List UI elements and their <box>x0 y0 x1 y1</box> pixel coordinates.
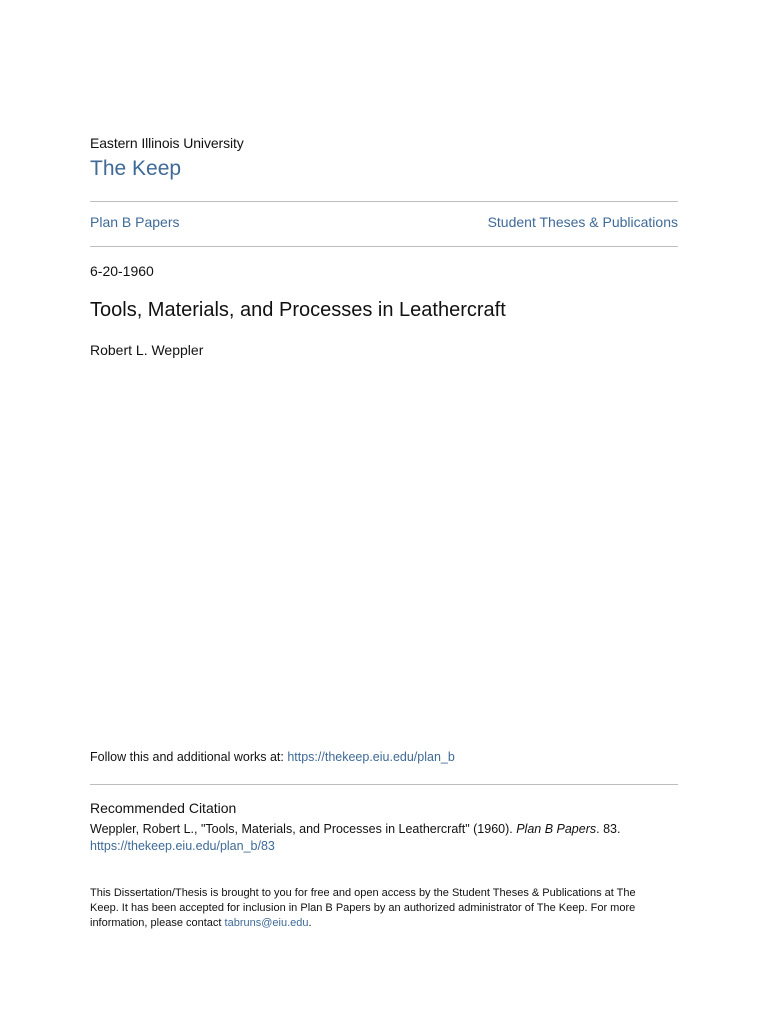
top-divider <box>90 201 678 202</box>
follow-url-link[interactable]: https://thekeep.eiu.edu/plan_b <box>287 750 455 764</box>
collections-divider <box>90 246 678 247</box>
citation-divider <box>90 784 678 785</box>
citation-text: Weppler, Robert L., "Tools, Materials, and Processes in Leathercraft" (1960). <box>90 822 517 836</box>
parent-collection-link[interactable]: Student Theses & Publications <box>487 214 678 230</box>
author-name: Robert L. Weppler <box>90 342 204 358</box>
follow-line <box>90 750 455 764</box>
repository-link[interactable]: The Keep <box>90 157 182 180</box>
follow-text: Follow this and additional works at: <box>90 750 288 764</box>
contact-email-link[interactable]: tabruns@eiu.edu <box>224 917 309 929</box>
access-notice <box>90 886 660 931</box>
notice-text: This Dissertation/Thesis is brought to you for free and open access by the Student Theses & Publications at The Keep. It has been accepted for inclusion in Plan B Papers by an authorized administrator of The Keep. For more information, please contact <box>90 887 636 929</box>
citation-url-link[interactable]: https://thekeep.eiu.edu/plan_b/83 <box>90 839 275 853</box>
institution-name: Eastern Illinois University <box>90 135 244 151</box>
cover-page <box>90 0 678 1024</box>
citation-number: . 83. <box>596 822 621 836</box>
collections-bar <box>90 214 678 230</box>
citation-heading: Recommended Citation <box>90 800 237 816</box>
series-link[interactable]: Plan B Papers <box>90 214 180 230</box>
publication-date: 6-20-1960 <box>90 263 154 279</box>
paper-title: Tools, Materials, and Processes in Leathercraft <box>90 299 506 321</box>
citation-block <box>90 821 678 855</box>
citation-series: Plan B Papers <box>516 822 597 836</box>
notice-end: . <box>308 917 312 929</box>
